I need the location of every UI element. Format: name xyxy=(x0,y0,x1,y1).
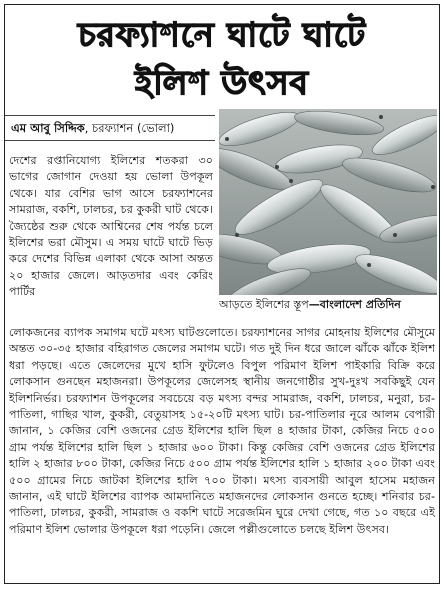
photo-caption xyxy=(219,298,437,312)
headline-line-2: ইলিশ উৎসব xyxy=(135,63,309,102)
body-column-left xyxy=(9,153,213,301)
photo-credit: —বাংলাদেশ প্রতিদিন xyxy=(308,298,401,311)
headline-line-1: চরফ্যাশনে ঘাটে ঘাটে xyxy=(77,15,367,54)
body-paragraph-left: দেশের রপ্তানিযোগ্য ইলিশের শতকরা ৩০ ভাগের জোগান দেওয়া হয় ভোলা উপকূল থেকে। যার বেশির ভাগ আসে চরফ্যাশনের সামরাজ, বকশি, ঢালচর, চর কুকরী ঘাট থেকে। জ্যৈষ্ঠের শুরু থেকে আশ্বিনের শেষ পর্যন্ত চলে ইলিশের ভরা মৌসুম। এ সময় ঘাটে ঘাটে ভিড় করে দেশের বিভিন্ন এলাকা থেকে আসা অন্তত ২০ হাজার জেলে। আড়তদার এবং কেরিং পার্টির xyxy=(9,154,213,299)
headline xyxy=(5,11,439,107)
byline-location: , চরফ্যাশন (ভোলা) xyxy=(84,121,175,135)
caption-text: আড়তে ইলিশের স্তূপ xyxy=(219,298,309,311)
news-clipping xyxy=(4,4,440,584)
body-column-full xyxy=(9,325,435,538)
byline-name: এম আবু সিদ্দিক xyxy=(11,121,85,135)
hilsa-pile-photo xyxy=(219,109,437,295)
body-paragraph-full: লোকজনের ব্যাপক সমাগম ঘটে মৎস্য ঘাটগুলোতে। চরফ্যাশনের সাগর মোহনায় ইলিশের মৌসুমে অন্তত ৩০-৩৫ হাজার বহিরাগত জেলের সমাগম ঘটে। গত দুই দিন ধরে জালে ঝাঁকে ঝাঁকে ইলিশ ধরা পড়ছে। এতে জেলেদের মুখে হাসি ফুটলেও বিপুল পরিমাণ ইলিশ পাইকারি বিক্রি করে লোকসান গুনছেন মহাজনরা। উপকূলের জেলেসহ স্থানীয় জনগোষ্ঠীর সুখ-দুঃখ সবকিছুই যেন ইলিশনির্ভর। চরফ্যাশন উপকূলের সবচেয়ে বড় মৎস্য বন্দর সামরাজ, বকশি, ঢালচর, মনুরা, চর-পাতিলা, গাছির খাল, কুকরী, বেতুয়াসহ ১৫-২০টি মৎস্য ঘাট। চর-পাতিলার নূরে আলম বেপারী জানান, ১ কেজির বেশি ওজনের গ্রেড ইলিশের হালি ছিল ৪ হাজার টাকা, কেজির নিচে ৫০০ গ্রাম পর্যন্ত ইলিশের হালি ছিল ১ হাজার ৬০০ টাকা। কিন্তু কেজির বেশি ওজনের গ্রেড ইলিশের হালি ২ হাজার ৮০০ টাকা, কেজির নিচে ৫০০ গ্রাম পর্যন্ত ইলিশের হালি ১ হাজার ২০০ টাকা এবং ৫০০ গ্রামের নিচে জাটকা ইলিশের হালি ৭০০ টাকা। মৎস্য ব্যবসায়ী আবুল হাসেম মহাজন জানান, এই ঘাটে ইলিশের ব্যাপক আমদানিতে মহাজনদের লোকসান গুনতে হচ্ছে। শনিবার চর-পাতিলা, ঢালচর, কুকরী, সামরাজ ও বকশি ঘাটে সরেজমিন ঘুরে দেখা গেছে, গত ১০ বছরে এই পরিমাণ ইলিশ ভোলার উপকূলে ধরা পড়েনি। জেলে পল্লীগুলোতে চলছে ইলিশ উৎসব। xyxy=(9,326,435,536)
byline xyxy=(5,115,215,141)
